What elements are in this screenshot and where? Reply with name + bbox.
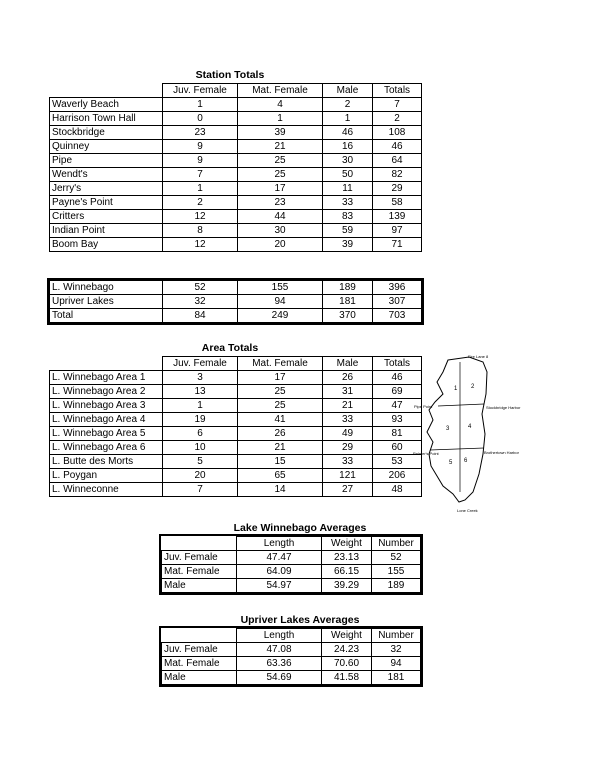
table-cell: 17	[238, 182, 323, 196]
column-header: Totals	[373, 357, 422, 371]
table-cell: 82	[373, 168, 422, 182]
table-cell: 97	[373, 224, 422, 238]
table-cell: 2	[163, 196, 238, 210]
table-cell: 46	[373, 371, 422, 385]
table-row	[162, 657, 421, 671]
table-cell: 25	[238, 385, 323, 399]
column-header: Length	[237, 537, 322, 551]
table-header-row	[162, 537, 421, 551]
table-row	[50, 210, 422, 224]
place-label: Fire Lane 8	[468, 354, 489, 359]
table-cell: 26	[238, 427, 323, 441]
column-header: Male	[323, 357, 373, 371]
row-label: Male	[162, 671, 237, 685]
table-cell: 30	[323, 154, 373, 168]
table-row	[50, 182, 422, 196]
place-label: Brothertown Harbor	[484, 450, 519, 455]
table-cell: 41	[238, 413, 323, 427]
table-cell: 83	[323, 210, 373, 224]
row-label: L. Winnebago Area 1	[50, 371, 163, 385]
table-row	[50, 154, 422, 168]
row-label: L. Winnebago Area 4	[50, 413, 163, 427]
column-header: Number	[372, 629, 421, 643]
column-header: Juv. Female	[163, 357, 238, 371]
row-label: Waverly Beach	[50, 98, 163, 112]
row-label: Boom Bay	[50, 238, 163, 252]
upriver-averages-table	[161, 628, 421, 685]
area-divider	[438, 404, 484, 406]
table-cell: 32	[372, 643, 421, 657]
area-number: 1	[454, 386, 458, 392]
table-cell: 70.60	[322, 657, 372, 671]
table-cell: 94	[372, 657, 421, 671]
table-cell: 181	[372, 671, 421, 685]
table-cell: 47.47	[237, 551, 322, 565]
table-cell: 7	[163, 168, 238, 182]
station-summary-table	[49, 280, 422, 323]
table-cell: 31	[323, 385, 373, 399]
table-cell: 181	[323, 295, 373, 309]
area-number: 4	[468, 424, 472, 430]
row-label: Jerry's	[50, 182, 163, 196]
table-cell: 24.23	[322, 643, 372, 657]
table-cell: 19	[163, 413, 238, 427]
column-header	[162, 537, 237, 551]
table-header-row	[50, 357, 422, 371]
table-cell: 5	[163, 455, 238, 469]
row-label: L. Winnebago Area 5	[50, 427, 163, 441]
table-cell: 25	[238, 399, 323, 413]
table-cell: 41.58	[322, 671, 372, 685]
table-row	[50, 441, 422, 455]
row-label: L. Winnebago	[50, 281, 163, 295]
column-header: Male	[323, 84, 373, 98]
table-cell: 1	[163, 98, 238, 112]
table-cell: 66.15	[322, 565, 372, 579]
table-cell: 39	[238, 126, 323, 140]
table-cell: 1	[323, 112, 373, 126]
table-cell: 12	[163, 210, 238, 224]
table-header-row	[50, 84, 422, 98]
row-label: L. Butte des Morts	[50, 455, 163, 469]
table-cell: 33	[323, 413, 373, 427]
table-cell: 189	[323, 281, 373, 295]
table-cell: 48	[373, 483, 422, 497]
table-cell: 1	[163, 399, 238, 413]
row-label: Critters	[50, 210, 163, 224]
table-cell: 15	[238, 455, 323, 469]
table-cell: 84	[163, 309, 238, 323]
table-row	[50, 126, 422, 140]
table-row	[50, 224, 422, 238]
table-cell: 23	[238, 196, 323, 210]
table-cell: 14	[238, 483, 323, 497]
table-cell: 63.36	[237, 657, 322, 671]
table-row	[50, 295, 422, 309]
table-cell: 81	[373, 427, 422, 441]
row-label: Male	[162, 579, 237, 593]
row-label: Juv. Female	[162, 643, 237, 657]
row-label: Quinney	[50, 140, 163, 154]
table-row	[50, 281, 422, 295]
table-cell: 46	[373, 140, 422, 154]
table-cell: 10	[163, 441, 238, 455]
lake-outline	[427, 357, 487, 502]
table-cell: 60	[373, 441, 422, 455]
column-header	[50, 84, 163, 98]
table-cell: 71	[373, 238, 422, 252]
table-cell: 33	[323, 455, 373, 469]
row-label: Wendt's	[50, 168, 163, 182]
column-header: Juv. Female	[163, 84, 238, 98]
table-cell: 8	[163, 224, 238, 238]
table-row	[50, 196, 422, 210]
table-cell: 6	[163, 427, 238, 441]
table-row	[50, 168, 422, 182]
table-row	[50, 455, 422, 469]
row-label: Juv. Female	[162, 551, 237, 565]
table-cell: 53	[373, 455, 422, 469]
table-cell: 21	[238, 140, 323, 154]
table-cell: 206	[373, 469, 422, 483]
table-cell: 1	[163, 182, 238, 196]
table-cell: 2	[323, 98, 373, 112]
table-cell: 54.97	[237, 579, 322, 593]
row-label: Stockbridge	[50, 126, 163, 140]
table-cell: 155	[372, 565, 421, 579]
table-cell: 249	[238, 309, 323, 323]
table-cell: 4	[238, 98, 323, 112]
table-row	[162, 551, 421, 565]
table-cell: 9	[163, 154, 238, 168]
table-cell: 7	[163, 483, 238, 497]
column-header: Totals	[373, 84, 422, 98]
table-row	[50, 98, 422, 112]
table-cell: 52	[372, 551, 421, 565]
column-header: Weight	[322, 629, 372, 643]
table-row	[50, 427, 422, 441]
table-cell: 25	[238, 168, 323, 182]
table-cell: 39.29	[322, 579, 372, 593]
table-row	[50, 469, 422, 483]
table-cell: 47	[373, 399, 422, 413]
table-cell: 11	[323, 182, 373, 196]
table-cell: 2	[373, 112, 422, 126]
table-cell: 58	[373, 196, 422, 210]
table-row	[50, 483, 422, 497]
table-cell: 23	[163, 126, 238, 140]
area-divider	[430, 448, 484, 450]
area-number: 5	[449, 460, 453, 466]
table-cell: 307	[373, 295, 422, 309]
table-row	[50, 371, 422, 385]
area-number: 3	[446, 426, 450, 432]
place-label: Palmer's Point	[413, 451, 439, 456]
table-cell: 13	[163, 385, 238, 399]
winnebago-averages-title: Lake Winnebago Averages	[233, 522, 367, 534]
column-header: Weight	[322, 537, 372, 551]
area-totals-table	[49, 356, 422, 497]
table-cell: 121	[323, 469, 373, 483]
table-cell: 29	[373, 182, 422, 196]
place-label: Pipe Point	[414, 404, 433, 409]
table-cell: 21	[323, 399, 373, 413]
table-cell: 9	[163, 140, 238, 154]
table-row	[50, 309, 422, 323]
table-cell: 44	[238, 210, 323, 224]
row-label: Mat. Female	[162, 657, 237, 671]
table-cell: 65	[238, 469, 323, 483]
table-cell: 189	[372, 579, 421, 593]
column-header	[162, 629, 237, 643]
table-row	[50, 413, 422, 427]
table-header-row	[162, 629, 421, 643]
table-cell: 64	[373, 154, 422, 168]
table-cell: 26	[323, 371, 373, 385]
winnebago-averages-table	[161, 536, 421, 593]
table-cell: 370	[323, 309, 373, 323]
table-cell: 12	[163, 238, 238, 252]
table-cell: 50	[323, 168, 373, 182]
table-cell: 30	[238, 224, 323, 238]
table-cell: 93	[373, 413, 422, 427]
upriver-averages-title: Upriver Lakes Averages	[240, 614, 360, 626]
table-row	[50, 385, 422, 399]
table-cell: 20	[163, 469, 238, 483]
table-cell: 94	[238, 295, 323, 309]
row-label: L. Winneconne	[50, 483, 163, 497]
row-label: Mat. Female	[162, 565, 237, 579]
row-label: Harrison Town Hall	[50, 112, 163, 126]
row-label: L. Winnebago Area 2	[50, 385, 163, 399]
table-row	[50, 140, 422, 154]
table-cell: 33	[323, 196, 373, 210]
row-label: Pipe	[50, 154, 163, 168]
table-cell: 703	[373, 309, 422, 323]
station-totals-table	[49, 83, 422, 252]
row-label: L. Winnebago Area 3	[50, 399, 163, 413]
row-label: Upriver Lakes	[50, 295, 163, 309]
table-cell: 52	[163, 281, 238, 295]
table-cell: 155	[238, 281, 323, 295]
area-number: 6	[464, 458, 468, 464]
table-cell: 0	[163, 112, 238, 126]
column-header: Number	[372, 537, 421, 551]
table-cell: 59	[323, 224, 373, 238]
table-cell: 69	[373, 385, 422, 399]
row-label: Total	[50, 309, 163, 323]
table-cell: 32	[163, 295, 238, 309]
table-row	[162, 671, 421, 685]
column-header	[50, 357, 163, 371]
table-cell: 16	[323, 140, 373, 154]
table-cell: 1	[238, 112, 323, 126]
table-cell: 23.13	[322, 551, 372, 565]
table-cell: 49	[323, 427, 373, 441]
table-cell: 64.09	[237, 565, 322, 579]
column-header: Length	[237, 629, 322, 643]
row-label: L. Poygan	[50, 469, 163, 483]
table-cell: 3	[163, 371, 238, 385]
table-cell: 108	[373, 126, 422, 140]
row-label: Indian Point	[50, 224, 163, 238]
table-cell: 139	[373, 210, 422, 224]
table-cell: 54.69	[237, 671, 322, 685]
place-label: Lone Creek	[457, 508, 478, 513]
table-cell: 21	[238, 441, 323, 455]
table-cell: 46	[323, 126, 373, 140]
table-cell: 29	[323, 441, 373, 455]
table-cell: 396	[373, 281, 422, 295]
table-cell: 47.08	[237, 643, 322, 657]
station-totals-title: Station Totals	[195, 69, 265, 81]
lake-winnebago-area-map	[413, 354, 521, 514]
table-cell: 39	[323, 238, 373, 252]
place-label: Stockbridge Harbor	[486, 405, 521, 410]
table-cell: 20	[238, 238, 323, 252]
table-cell: 25	[238, 154, 323, 168]
table-row	[162, 565, 421, 579]
column-header: Mat. Female	[238, 84, 323, 98]
table-cell: 27	[323, 483, 373, 497]
table-row	[50, 238, 422, 252]
table-row	[50, 399, 422, 413]
row-label: L. Winnebago Area 6	[50, 441, 163, 455]
area-totals-title: Area Totals	[201, 342, 259, 354]
area-number: 2	[471, 384, 475, 390]
table-row	[162, 579, 421, 593]
table-row	[50, 112, 422, 126]
table-row	[162, 643, 421, 657]
column-header: Mat. Female	[238, 357, 323, 371]
table-cell: 17	[238, 371, 323, 385]
table-cell: 7	[373, 98, 422, 112]
row-label: Payne's Point	[50, 196, 163, 210]
